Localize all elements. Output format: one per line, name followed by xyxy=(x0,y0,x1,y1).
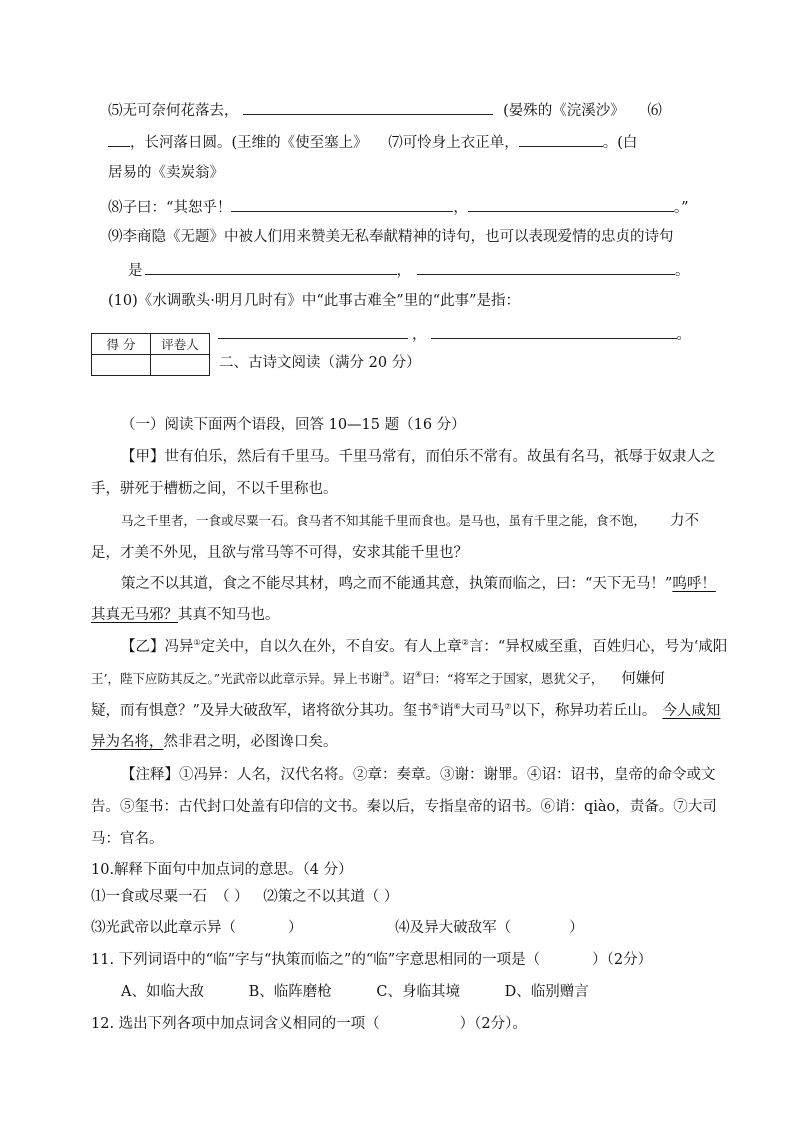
notes-l1: 【注释】①冯异：人名，汉代名将。②章：奏章。③谢：谢罪。④诏：诏书，皇帝的命令或文 xyxy=(121,767,716,783)
q10-blank-1[interactable] xyxy=(218,323,408,339)
q7-text: ⑺可怜身上衣正单， xyxy=(388,135,519,151)
notes-l3: 马：官名。 xyxy=(91,831,164,847)
q11-stem-end: ）（2分） xyxy=(592,952,653,968)
q10-a: ⑴一食或尽粟一石 xyxy=(91,889,207,905)
jia-p2a-tail: 力不 xyxy=(670,513,700,529)
q7-source: 居易的《卖炭翁》 xyxy=(108,165,224,181)
yi-l2a: 王’，陛下应防其反之。”光武帝以此章示异。异上书谢 xyxy=(91,671,383,686)
fill-line-6 xyxy=(128,259,690,281)
jia-line-3 xyxy=(121,511,699,531)
yi-tag: 【乙】 xyxy=(121,639,165,655)
yi-l3e: 今人咸知 xyxy=(662,703,721,719)
q9-sep: ， xyxy=(396,263,411,279)
notes-line-2 xyxy=(91,797,717,817)
jia-p3a2: 呜呼！ xyxy=(672,576,716,592)
q10-blank-2[interactable] xyxy=(431,323,677,339)
q10-row-2 xyxy=(91,918,584,938)
jia-p1b: 手，骈死于槽枥之间，不以千里称也。 xyxy=(91,481,338,497)
jia-tag: 【甲】 xyxy=(121,449,165,465)
q12-stem xyxy=(91,1014,527,1034)
q9-is: 是 xyxy=(128,263,143,279)
q8-blank-1[interactable] xyxy=(231,196,453,212)
section-2-title xyxy=(219,353,421,373)
reading-intro xyxy=(121,415,466,435)
jia-line-4 xyxy=(91,543,468,563)
jia-p3b1: 其真无马邪？ xyxy=(91,607,178,623)
fill-line-2 xyxy=(108,131,637,153)
q10-c: ⑶光武帝以此章示异（ xyxy=(91,920,236,936)
reading-intro-text: （一）阅读下面两个语段，回答 10—15 题（16 分） xyxy=(121,417,466,433)
yi-l3b: 诮 xyxy=(439,703,454,719)
q10-d: ⑷及异大破敌军（ xyxy=(395,920,512,936)
q7-end: 。(白 xyxy=(602,135,638,151)
yi-line-1 xyxy=(121,637,727,657)
yi-l2b: 。诏 xyxy=(389,671,415,686)
yi-line-3 xyxy=(91,701,720,721)
q6-blank[interactable] xyxy=(108,131,130,147)
fill-line-1 xyxy=(108,99,662,121)
jia-p3b2: 其真不知马也。 xyxy=(178,607,280,623)
fill-line-5 xyxy=(108,227,674,247)
note-ref-6: ⑥ xyxy=(453,702,461,711)
yi-line-2 xyxy=(91,669,665,689)
yi-l1a: 冯异 xyxy=(164,639,194,655)
yi-l2c: 曰：“将军之于国家，恩犹父子， xyxy=(421,671,604,686)
notes-line-3 xyxy=(91,829,164,849)
q8-sep: ， xyxy=(453,200,468,216)
jia-line-2 xyxy=(91,479,338,499)
yi-l3a: 疑，而有惧意？”及异大破敌军，诸将欲分其功。玺书 xyxy=(91,703,432,719)
q11-option-a[interactable]: A、如临大敌 xyxy=(121,984,204,1000)
score-header: 得 分 xyxy=(92,334,151,355)
section-2-label: 二、古诗文阅读（满分 20 分） xyxy=(219,355,421,371)
q12-stem-end: ）（2分）。 xyxy=(459,1016,527,1032)
q5-source: (晏殊的《浣溪沙》 xyxy=(503,103,625,119)
jia-line-5 xyxy=(121,574,716,594)
note-ref-1: ① xyxy=(193,638,201,647)
q5-text: ⑸无可奈何花落去， xyxy=(108,103,239,119)
q8-end: 。” xyxy=(673,200,689,216)
q9-text: ⑼李商隐《无题》中被人们用来赞美无私奉献精神的诗句，也可以表现爱情的忠贞的诗句 xyxy=(108,229,674,245)
jia-p3a1: 策之不以其道，食之不能尽其材，鸣之而不能通其意，执策而临之，曰：“天下无马！” xyxy=(121,576,673,592)
jia-line-1 xyxy=(121,447,716,467)
q11-option-d[interactable]: D、临别赠言 xyxy=(504,984,589,1000)
fill-line-4 xyxy=(108,196,689,218)
yi-l1c: 言：“异权威至重，百姓归心，号为‘咸阳 xyxy=(468,639,728,655)
note-ref-2: ② xyxy=(461,638,469,647)
q11-stem-text: 11. 下列词语中的“临”字与“执策而临之”的“临”字意思相同的一项是（ xyxy=(91,952,541,968)
yi-l2d: 何嫌何 xyxy=(621,671,665,687)
jia-p1a: 世有伯乐，然后有千里马。千里马常有，而伯乐不常有。故虽有名马，祇辱于奴隶人之 xyxy=(164,449,716,465)
q6-number: ⑹ xyxy=(647,103,662,119)
q10-c-end: ） xyxy=(288,920,303,936)
q10-a-answer[interactable]: （ ） xyxy=(215,889,249,905)
q10-sep: ， xyxy=(412,327,427,343)
q9-end: 。 xyxy=(675,263,690,279)
note-ref-3: ③ xyxy=(382,670,390,679)
score-table xyxy=(91,333,210,376)
q8-text: ⑻子曰：“其恕乎！ xyxy=(108,200,232,216)
q10-d-end: ） xyxy=(569,920,584,936)
yi-l3d: 以下，称异功若丘山。 xyxy=(511,703,657,719)
yi-l3c: 大司马 xyxy=(460,703,505,719)
q5-blank[interactable] xyxy=(243,99,493,115)
notes-line-1 xyxy=(121,765,716,785)
note-ref-7: ⑦ xyxy=(504,702,512,711)
yi-l4b: 然非君之明，必图谗口矣。 xyxy=(163,734,338,750)
fill-line-8 xyxy=(218,323,691,345)
q7-blank[interactable] xyxy=(519,131,603,147)
q9-blank-1[interactable] xyxy=(145,259,397,275)
q12-stem-text: 12. 选出下列各项中加点词含义相同的一项（ xyxy=(91,1016,380,1032)
note-ref-5: ⑤ xyxy=(431,702,440,711)
notes-l2: 告。⑤玺书：古代封口处盖有印信的文书。秦以后，专指皇帝的诏书。⑥诮：qiào，责备。⑦大司 xyxy=(91,799,717,815)
q9-blank-2[interactable] xyxy=(417,259,675,275)
q8-blank-2[interactable] xyxy=(468,196,674,212)
q10-end: 。 xyxy=(676,327,691,343)
q10-row-1 xyxy=(91,887,398,907)
q10-stem xyxy=(91,860,353,880)
note-ref-4: ④ xyxy=(414,670,422,679)
yi-line-4 xyxy=(91,732,338,752)
q11-stem xyxy=(91,950,652,970)
grader-header: 评卷人 xyxy=(151,334,210,355)
q10-stem-text: 10.解释下面句中加点词的意思。（4 分） xyxy=(91,862,353,878)
jia-p2a: 马之千里者，一食或尽粟一石。食马者不知其能千里而食也。是马也，虽有千里之能，食不饱， xyxy=(121,513,647,528)
q10-b[interactable]: ⑵策之不以其道（ ） xyxy=(263,889,399,905)
q6-text: ，长河落日圆。(王维的《使至塞上》 xyxy=(130,135,368,151)
q11-options xyxy=(121,982,589,1002)
fill-line-3 xyxy=(108,163,224,183)
q11-option-c[interactable]: C、身临其境 xyxy=(376,984,460,1000)
jia-p2b: 足，才美不外见，且欲与常马等不可得，安求其能千里也？ xyxy=(91,545,468,561)
jia-line-6 xyxy=(91,605,280,625)
q10-fill-text: (10)《水调歌头·明月几时有》中“此事古难全”里的“此事”是指： xyxy=(108,293,521,309)
grader-cell[interactable] xyxy=(151,355,210,376)
q11-option-b[interactable]: B、临阵磨枪 xyxy=(248,984,332,1000)
score-cell[interactable] xyxy=(92,355,151,376)
fill-line-7 xyxy=(108,291,520,311)
yi-l4a: 异为名将， xyxy=(91,734,164,750)
yi-l1b: 定关中，自以久在外，不自安。有人上章 xyxy=(200,639,462,655)
